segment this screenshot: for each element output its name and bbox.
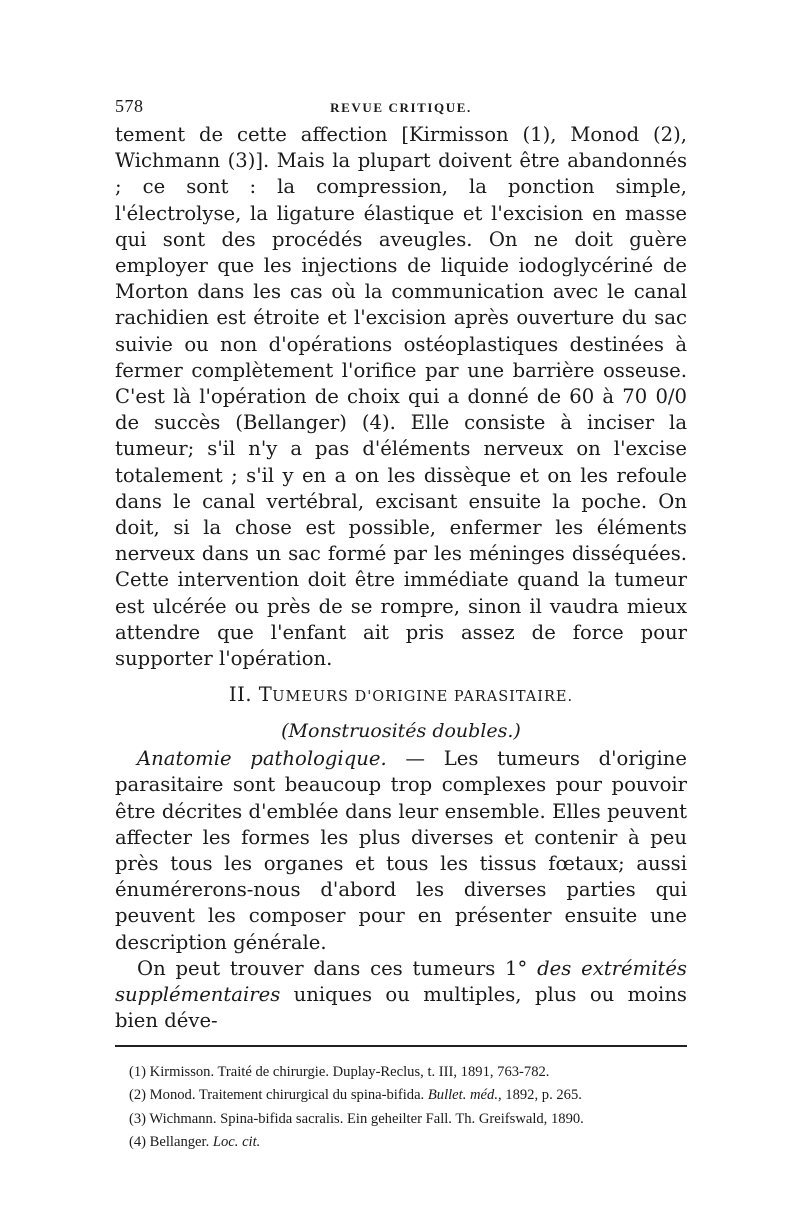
paragraph-text: — Les tumeurs d'origine parasitaire sont beaucoup trop complexes pour pouvoir être décrites d'emblée dans leur ensemble. Elles peuvent affecter les formes les plus diverses et contenir à peu près tous les organes et tous les tissus fœtaux; aussi énumérerons-nous d'abord les diverses parties qui peuvent les composer pour en présenter ensuite une description générale. bbox=[115, 747, 687, 954]
page bbox=[115, 96, 687, 1155]
footnote-segment: (4) Bellanger. bbox=[129, 1134, 213, 1150]
footnote-2 bbox=[115, 1084, 687, 1108]
footnote-4 bbox=[115, 1131, 687, 1155]
paragraph-end: uniques ou multiples, plus ou moins bien déve- bbox=[115, 983, 687, 1033]
footnote-segment: Loc. cit. bbox=[212, 1134, 261, 1150]
paragraph-anatomie bbox=[115, 746, 687, 956]
paragraph-start: On peut trouver dans ces tumeurs 1° bbox=[137, 956, 538, 980]
footnote-segment: , 1892, p. 265. bbox=[497, 1087, 582, 1103]
footnote-segment: (1) Kirmisson. Traité de chirurgie. Duplay-Reclus, t. III, 1891, 763-782. bbox=[129, 1063, 550, 1080]
running-title: REVUE CRITIQUE. bbox=[330, 100, 472, 115]
paragraph-italic-term: des extrémités supplémentaires bbox=[115, 956, 687, 1007]
running-head bbox=[115, 96, 687, 122]
footnote-1 bbox=[115, 1061, 687, 1085]
footnote-rule bbox=[115, 1045, 687, 1047]
footnote-segment: Bullet. méd. bbox=[427, 1087, 498, 1103]
section-numeral: II. bbox=[228, 683, 253, 707]
footnote-segment: (3) Wichmann. Spina-bifida sacralis. Ein geheilter Fall. Th. Greifswald, 1890. bbox=[129, 1110, 584, 1127]
section-title: UMEURS D'ORIGINE PARASITAIRE. bbox=[272, 689, 574, 706]
body-text bbox=[115, 122, 687, 1035]
paragraph-extremites bbox=[115, 956, 687, 1035]
footnote-segment: (2) Monod. Traitement chirurgical du spina-bifida. bbox=[129, 1087, 428, 1103]
section-heading bbox=[115, 682, 687, 710]
footnote-3 bbox=[115, 1108, 687, 1132]
page-number: 578 bbox=[115, 96, 144, 116]
paragraph-continuation: tement de cette affection [Kirmisson (1), Monod (2), Wichmann (3)]. Mais la plupart doivent être abandonnés ; ce sont : la compression, la ponction simple, l'électrolyse, la ligature élastique et l'excision en masse qui sont des procédés aveugles. On ne doit guère employer que les injections de liquide iodoglycériné de Morton dans les cas où la communication avec le canal rachidien est étroite et l'excision après ouverture du sac suivie ou non d'opérations ostéoplastiques destinées à fermer complètement l'orifice par une barrière osseuse. C'est là l'opération de choix qui a donné de 60 à 70 0/0 de succès (Bellanger) (4). Elle consiste à inciser la tumeur; s'il n'y a pas d'éléments nerveux on l'excise totalement ; s'il y en a on les dissèque et on les refoule dans le canal vertébral, excisant ensuite la poche. On doit, si la chose est possible, enfermer les éléments nerveux dans un sac formé par les méninges disséquées. Cette intervention doit être immédiate quand la tumeur est ulcérée ou près de se rompre, sinon il vaudra mieux attendre que l'enfant ait pris assez de force pour supporter l'opération. bbox=[115, 123, 687, 671]
footnotes bbox=[115, 1061, 687, 1155]
section-subtitle: (Monstruosités doubles.) bbox=[281, 720, 521, 743]
paragraph-label: Anatomie pathologique. bbox=[137, 747, 387, 771]
section-title-initial: T bbox=[258, 683, 273, 707]
